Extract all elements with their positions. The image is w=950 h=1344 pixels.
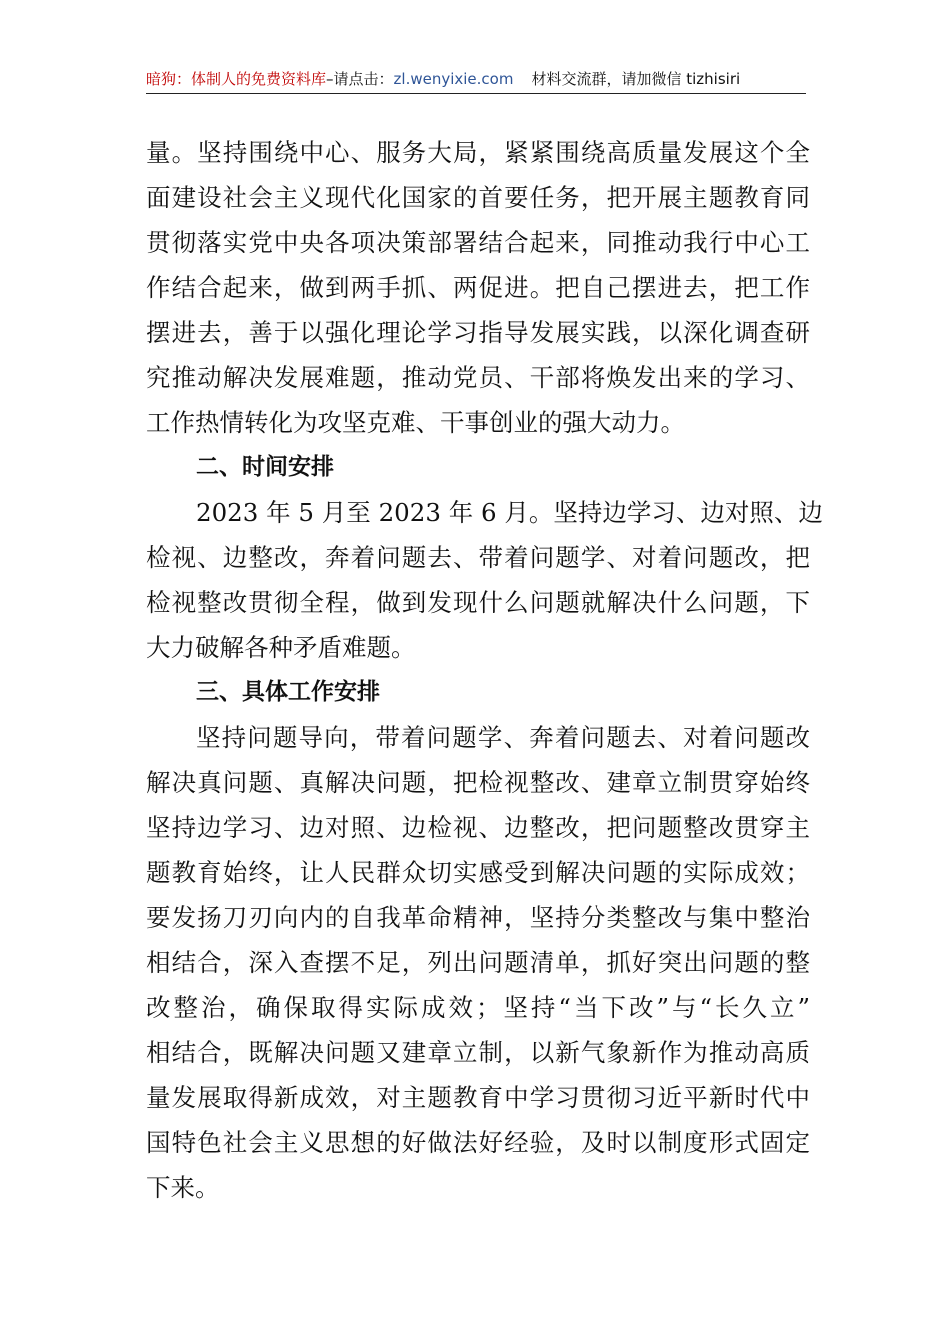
header-divider	[146, 93, 806, 94]
text-line: 面建设社会主义现代化国家的首要任务，把开展主题教育同	[146, 183, 810, 212]
text-line: 改整治，确保取得实际成效；坚持“当下改”与“长久立”	[146, 993, 810, 1022]
text-line: 题教育始终，让人民群众切实感受到解决问题的实际成效；	[146, 858, 810, 887]
document-body	[146, 130, 823, 1210]
text-line: 下来。	[146, 1173, 220, 1202]
text-line: 工作热情转化为攻坚克难、干事创业的强大动力。	[146, 408, 685, 437]
text-line: 要发扬刀刃向内的自我革命精神，坚持分类整改与集中整治	[146, 903, 810, 932]
paragraph-work-plan	[146, 715, 810, 1210]
page-header	[146, 64, 806, 94]
text-line: 国特色社会主义思想的好做法好经验，及时以制度形式固定	[146, 1128, 810, 1157]
text-line: 作结合起来，做到两手抓、两促进。把自己摆进去，把工作	[146, 273, 810, 302]
text-line: 究推动解决发展难题，推动党员、干部将焕发出来的学习、	[146, 363, 810, 392]
paragraph-schedule	[146, 490, 823, 670]
text-line: 解决真问题、真解决问题，把检视整改、建章立制贯穿始终	[146, 768, 810, 797]
text-line: 相结合，既解决问题又建章立制，以新气象新作为推动高质	[146, 1038, 810, 1067]
header-wechat-note: 材料交流群，请加微信 tizhisiri	[531, 70, 741, 88]
text-line: 摆进去，善于以强化理论学习指导发展实践，以深化调查研	[146, 318, 810, 347]
section-heading-work-plan: 三、具体工作安排	[196, 679, 380, 705]
text-line: 坚持问题导向，带着问题学、奔着问题去、对着问题改	[196, 723, 810, 752]
text-line: 量。坚持围绕中心、服务大局，紧紧围绕高质量发展这个全	[146, 138, 810, 167]
header-url-link[interactable]: zl.wenyixie.com	[393, 70, 514, 88]
text-line: 量发展取得新成效，对主题教育中学习贯彻习近平新时代中	[146, 1083, 810, 1112]
text-line: 大力破解各种矛盾难题。	[146, 633, 416, 662]
header-click-prompt: –请点击：	[326, 70, 394, 88]
text-line: 贯彻落实党中央各项决策部署结合起来，同推动我行中心工	[146, 228, 810, 257]
text-line: 相结合，深入查摆不足，列出问题清单，抓好突出问题的整	[146, 948, 810, 977]
text-line: 检视整改贯彻全程，做到发现什么问题就解决什么问题，下	[146, 588, 810, 617]
header-site-name: 暗狗：体制人的免费资料库	[146, 70, 327, 88]
text-line: 坚持边学习、边对照、边检视、边整改，把问题整改贯穿主	[146, 813, 810, 842]
section-heading-schedule: 二、时间安排	[196, 454, 334, 480]
paragraph-intro	[146, 130, 810, 445]
text-line: 检视、边整改，奔着问题去、带着问题学、对着问题改，把	[146, 543, 810, 572]
text-line: 2023 年 5 月至 2023 年 6 月。坚持边学习、边对照、边	[196, 498, 823, 527]
